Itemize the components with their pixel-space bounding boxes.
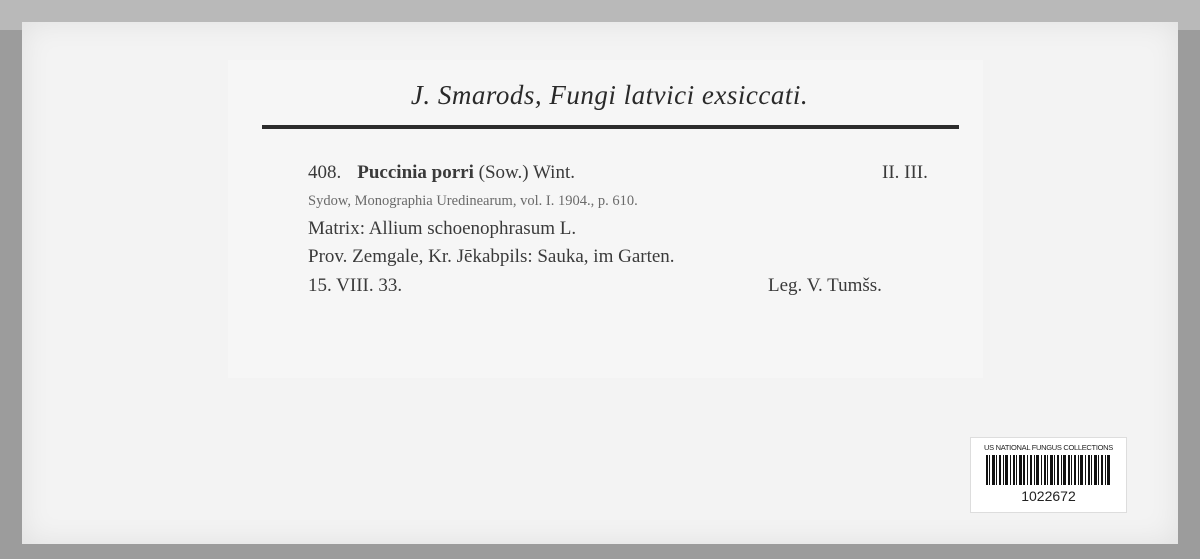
barcode-bars [986,455,1111,485]
species-line [308,162,575,184]
collection-date: 15. VIII. 33. [308,275,403,296]
spore-stages: II. III. [882,162,928,183]
barcode-label [970,437,1127,513]
specimen-number: 408. [308,162,342,183]
barcode-number: 1022672 [1021,488,1076,504]
header-rule [262,125,959,129]
collector: Leg. V. Tumšs. [768,275,882,296]
literature-reference: Sydow, Monographia Uredinearum, vol. I. 1904., p. 610. [308,193,638,209]
collection-locality: Prov. Zemgale, Kr. Jēkabpils: Sauka, im Garten. [308,246,675,267]
host-matrix: Matrix: Allium schoenophrasum L. [308,218,577,239]
barcode-institution: US NATIONAL FUNGUS COLLECTIONS [984,443,1113,452]
label-header: J. Smarods, Fungi latvici exsiccati. [410,80,809,110]
species-author: (Sow.) Wint. [478,162,575,183]
species-name: Puccinia porri [357,162,474,183]
